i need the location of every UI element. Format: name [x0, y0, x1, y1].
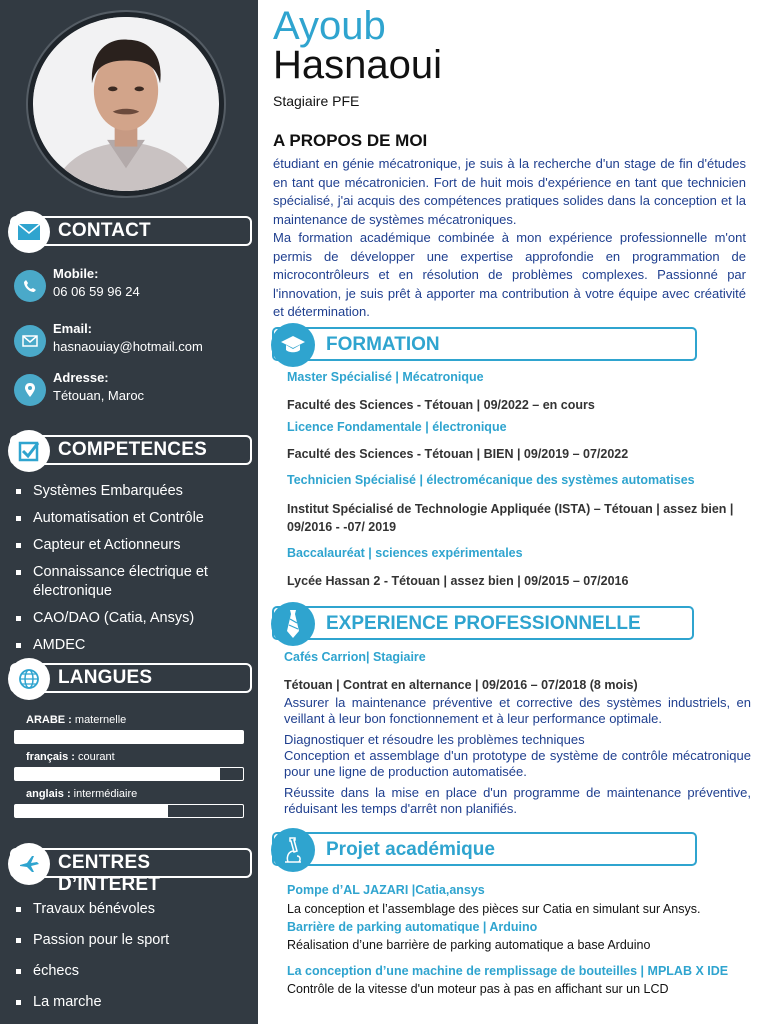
experience-contract: Tétouan | Contrat en alternance | 09/2016 – 07/2018 (8 mois) — [284, 678, 638, 692]
contact-mobile-value[interactable]: 06 06 59 96 24 — [53, 284, 140, 299]
job-title: Stagiaire PFE — [273, 93, 360, 109]
about-text — [273, 155, 746, 322]
list-item: Connaissance électrique et électronique — [16, 563, 248, 601]
sidebar — [0, 0, 258, 1024]
profile-photo-image — [33, 17, 219, 191]
formation-entry-details: Lycée Hassan 2 - Tétouan | assez bien | 09/2015 – 07/2016 — [287, 574, 629, 588]
language-francais — [14, 751, 244, 781]
project-title: Barrière de parking automatique | Arduino — [287, 920, 538, 934]
formation-entry-details: Faculté des Sciences - Tétouan | BIEN | 09/2019 – 07/2022 — [287, 447, 629, 461]
globe-icon — [8, 658, 50, 700]
list-item: CAO/DAO (Catia, Ansys) — [16, 609, 248, 628]
list-item: Systèmes Embarquées — [16, 482, 248, 501]
language-name: anglais : — [26, 788, 71, 800]
project-title: Pompe d’AL JAZARI |Catia,ansys — [287, 883, 485, 897]
projects-heading — [272, 832, 697, 866]
formation-entry-details: Faculté des Sciences - Tétouan | 09/2022 – en cours — [287, 398, 595, 412]
language-level-fill — [15, 805, 168, 817]
mail-icon — [14, 325, 46, 357]
contact-heading-title: CONTACT — [58, 220, 151, 241]
language-level-bar — [14, 804, 244, 818]
phone-icon — [14, 270, 46, 302]
contact-mobile-label: Mobile: — [53, 266, 99, 281]
projects-heading-title: Projet académique — [326, 839, 495, 860]
experience-task: Conception et assemblage d'un prototype de système de contrôle mécatronique pour une ligne de production automatisée. — [284, 748, 751, 779]
language-level: maternelle — [71, 714, 127, 726]
formation-entry-title: Baccalauréat | sciences expérimentales — [287, 546, 523, 560]
about-title: A PROPOS DE MOI — [273, 131, 428, 150]
language-label — [14, 714, 244, 730]
project-description: Contrôle de la vitesse d'un moteur pas à pas en affichant sur un LCD — [287, 982, 669, 996]
contact-email — [14, 321, 254, 365]
about-paragraph: Ma formation académique combinée à mon expérience professionnelle m'ont permis de développer une expertise approfondie en programmation de microcontrôleurs et en résolution de problèmes complexes. Passionné par l'innovation, je suis prêt à apporter ma contribution à votre équipe avec créativité et détermination. — [273, 230, 746, 319]
checkbox-icon — [8, 430, 50, 472]
formation-entry-title: Technicien Spécialisé | électromécanique des systèmes automatises — [287, 473, 695, 487]
experience-task: Assurer la maintenance préventive et corrective des systèmes industriels, en veillant à leur bon fonctionnement et à leur performance optimale. — [284, 695, 751, 726]
about-paragraph: étudiant en génie mécatronique, je suis à la recherche d'un stage de fin d'études en tant que mécatronicien. Fort de huit mois d'expérience en tant que technicien spécialisé, j'ai acquis des compétences pratiques solides dans la conception et la maintenance de systèmes mécatroniques. — [273, 156, 746, 227]
project-description: Réalisation d’une barrière de parking automatique a base Arduino — [287, 938, 651, 952]
formation-entry-title: Licence Fondamentale | électronique — [287, 420, 507, 434]
graduation-cap-icon — [271, 323, 315, 367]
experience-heading — [272, 606, 694, 640]
list-item: Automatisation et Contrôle — [16, 509, 248, 528]
airplane-icon — [8, 843, 50, 885]
contact-email-label: Email: — [53, 321, 93, 336]
formation-heading-title: FORMATION — [326, 334, 440, 355]
formation-entry-details: Institut Spécialisé de Technologie Appliquée (ISTA) – Tétouan | assez bien | 09/2016 - -07/ 2019 — [287, 502, 734, 534]
language-level-fill — [15, 731, 243, 743]
contact-address — [14, 370, 254, 414]
necktie-icon — [271, 602, 315, 646]
language-level: courant — [74, 751, 115, 763]
experience-heading-title: EXPERIENCE PROFESSIONNELLE — [326, 613, 641, 634]
interets-list — [16, 900, 248, 1024]
envelope-icon — [8, 211, 50, 253]
language-label — [14, 751, 244, 767]
competences-heading-title: COMPETENCES — [58, 439, 207, 460]
language-name: ARABE : — [26, 714, 72, 726]
location-pin-icon — [14, 374, 46, 406]
language-arabe — [14, 714, 244, 744]
first-name: Ayoub — [273, 4, 386, 48]
project-description: La conception et l’assemblage des pièces sur Catia en simulant sur Ansys. — [287, 902, 701, 916]
list-item: AMDEC — [16, 636, 248, 655]
langues-heading — [10, 663, 252, 693]
contact-address-value: Tétouan, Maroc — [53, 388, 145, 403]
contact-address-label: Adresse: — [53, 370, 109, 385]
microscope-icon — [271, 828, 315, 872]
language-level: intermédiaire — [70, 788, 138, 800]
experience-company: Cafés Carrion| Stagiaire — [284, 650, 426, 664]
last-name: Hasnaoui — [273, 43, 443, 87]
langues-heading-title: LANGUES — [58, 667, 153, 688]
experience-task: Réussite dans la mise en place d'un programme de maintenance préventive, réduisant les temps d'arrêt non planifiés. — [284, 785, 751, 816]
competences-list — [16, 482, 248, 663]
formation-heading — [272, 327, 697, 361]
competences-heading — [10, 435, 252, 465]
list-item: Passion pour le sport — [16, 931, 248, 950]
contact-mobile — [14, 266, 254, 310]
formation-entry-title: Master Spécialisé | Mécatronique — [287, 370, 484, 384]
language-level-bar — [14, 730, 244, 744]
list-item: Travaux bénévoles — [16, 900, 248, 919]
language-label — [14, 788, 244, 804]
experience-task: Diagnostiquer et résoudre les problèmes techniques — [284, 732, 585, 747]
project-title: La conception d’une machine de remplissage de bouteilles | MPLAB X IDE — [287, 964, 729, 978]
interets-heading — [10, 848, 252, 895]
contact-heading — [10, 216, 252, 246]
language-level-fill — [15, 768, 220, 780]
language-level-bar — [14, 767, 244, 781]
language-anglais — [14, 788, 244, 818]
list-item: La marche — [16, 993, 248, 1012]
list-item: Capteur et Actionneurs — [16, 536, 248, 555]
contact-email-value[interactable]: hasnaouiay@hotmail.com — [53, 339, 203, 354]
language-name: français : — [26, 751, 75, 763]
main-content — [258, 0, 768, 1024]
profile-photo — [28, 12, 224, 196]
interets-heading-title: CENTRES D’INTERET — [58, 852, 161, 895]
list-item: échecs — [16, 962, 248, 981]
